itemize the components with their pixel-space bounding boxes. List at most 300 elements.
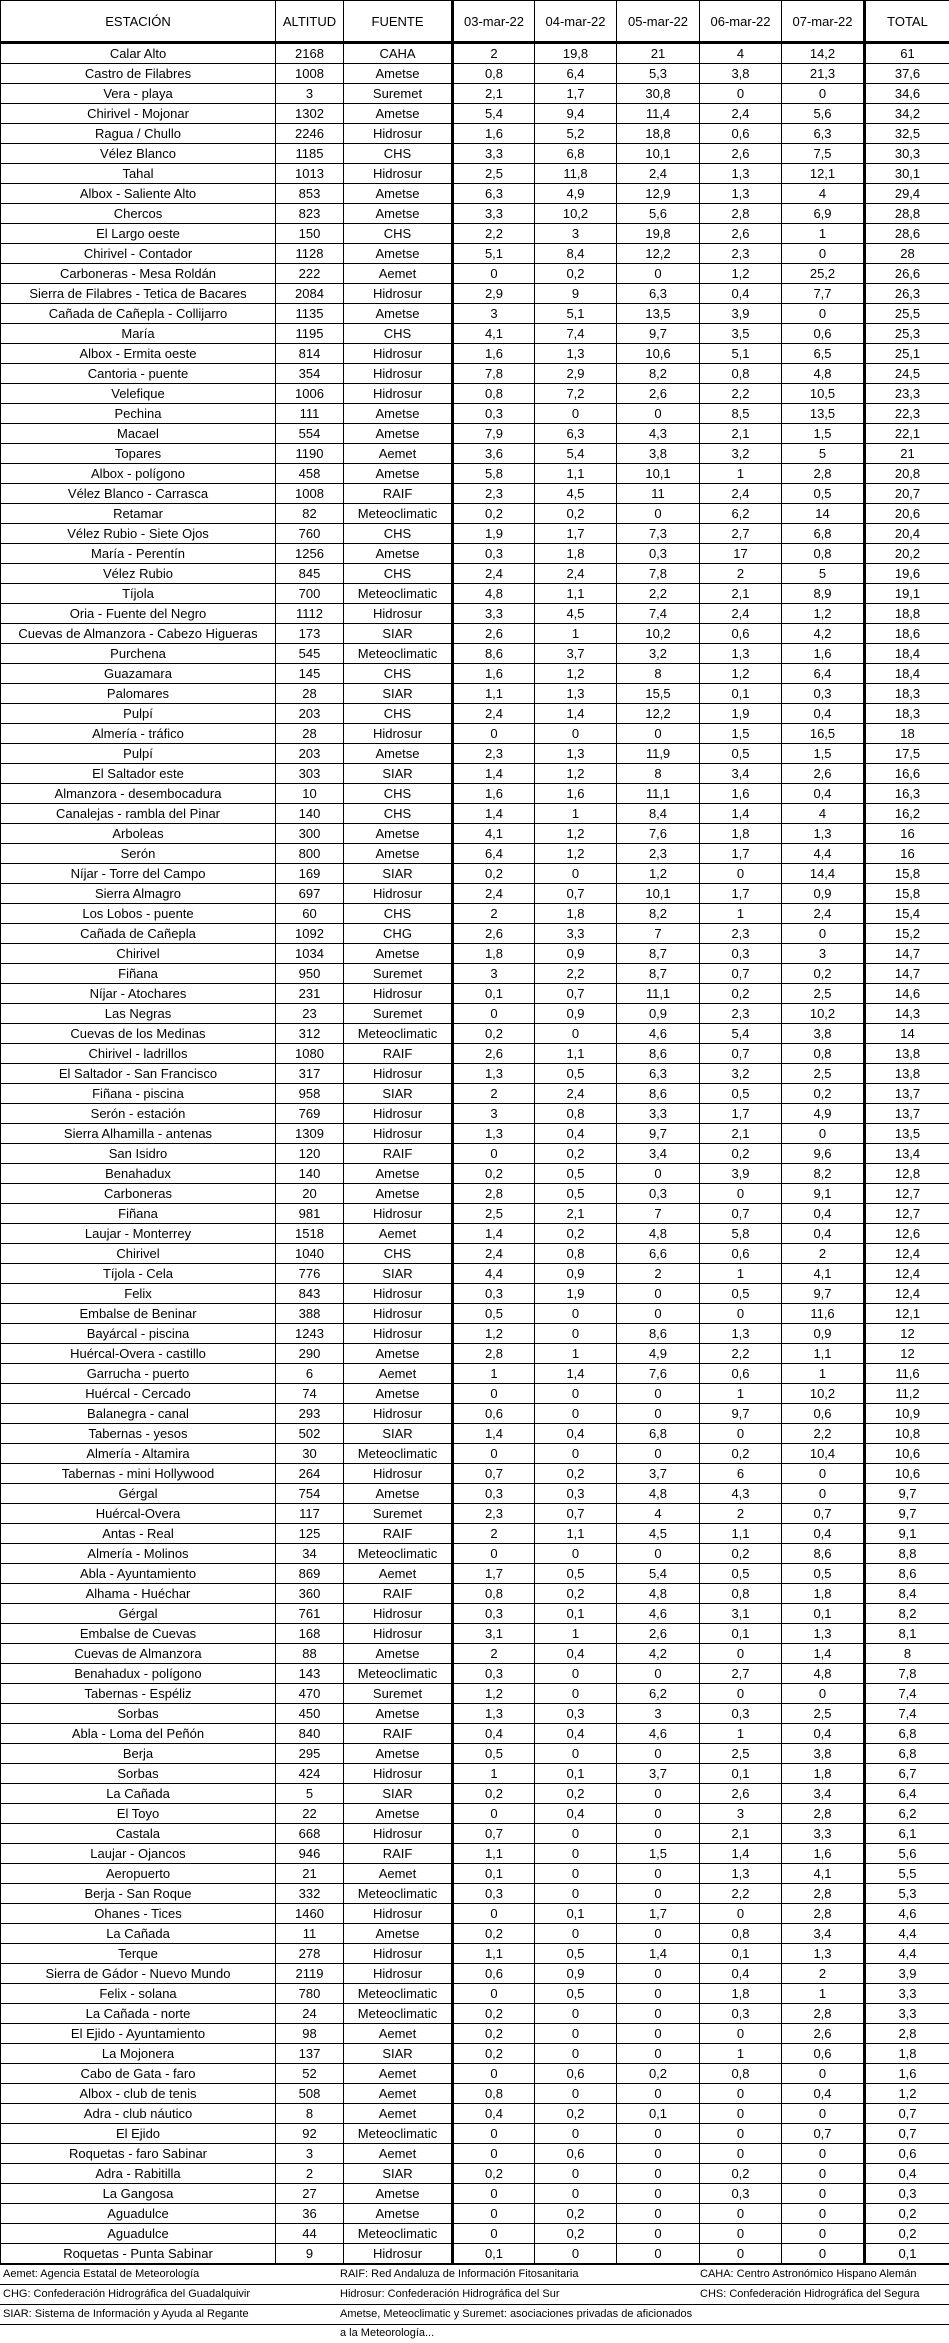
table-row <box>1 1524 949 1544</box>
cell-day-2: 0 <box>535 2184 617 2204</box>
cell-source: Aemet <box>344 2144 453 2164</box>
table-row <box>1 2004 949 2024</box>
cell-day-3: 0 <box>617 2044 700 2064</box>
cell-day-3: 2 <box>617 1264 700 1284</box>
cell-altitude: 143 <box>276 1664 344 1684</box>
table-row <box>1 1564 949 1584</box>
cell-day-4: 0,3 <box>700 2184 782 2204</box>
cell-day-1: 0,7 <box>453 1464 535 1484</box>
table-row <box>1 224 949 244</box>
cell-day-5: 4,1 <box>782 1864 865 1884</box>
cell-day-4: 0,1 <box>700 684 782 704</box>
cell-day-2: 1,3 <box>535 684 617 704</box>
cell-day-5: 4,8 <box>782 364 865 384</box>
cell-total: 0,2 <box>865 2204 949 2224</box>
cell-station: Sierra Almagro <box>1 884 276 904</box>
cell-altitude: 360 <box>276 1584 344 1604</box>
cell-day-5: 14 <box>782 504 865 524</box>
cell-altitude: 295 <box>276 1744 344 1764</box>
cell-day-2: 0,6 <box>535 2064 617 2084</box>
cell-day-5: 1,2 <box>782 604 865 624</box>
cell-source: Ametse <box>344 544 453 564</box>
cell-source: Hidrosur <box>344 1404 453 1424</box>
table-row <box>1 2184 949 2204</box>
cell-day-3: 0,1 <box>617 2104 700 2124</box>
table-row <box>1 1924 949 1944</box>
header-total: TOTAL <box>865 1 949 43</box>
cell-altitude: 697 <box>276 884 344 904</box>
cell-day-1: 1,1 <box>453 1844 535 1864</box>
cell-day-1: 0,8 <box>453 384 535 404</box>
table-row <box>1 984 949 1004</box>
cell-total: 0,7 <box>865 2104 949 2124</box>
cell-day-1: 1,6 <box>453 664 535 684</box>
cell-station: La Cañada <box>1 1924 276 1944</box>
cell-day-1: 0,3 <box>453 544 535 564</box>
cell-station: Berja <box>1 1744 276 1764</box>
cell-day-3: 10,1 <box>617 144 700 164</box>
cell-station: Chirivel - Mojonar <box>1 104 276 124</box>
cell-day-3: 12,9 <box>617 184 700 204</box>
table-row <box>1 1124 949 1144</box>
cell-day-1: 0 <box>453 1904 535 1924</box>
cell-altitude: 1080 <box>276 1044 344 1064</box>
table-row <box>1 284 949 304</box>
cell-day-2: 0,2 <box>535 1584 617 1604</box>
cell-altitude: 52 <box>276 2064 344 2084</box>
cell-day-4: 3,2 <box>700 444 782 464</box>
cell-altitude: 8 <box>276 2104 344 2124</box>
cell-day-3: 5,4 <box>617 1564 700 1584</box>
cell-total: 11,2 <box>865 1384 949 1404</box>
table-row <box>1 524 949 544</box>
cell-total: 10,9 <box>865 1404 949 1424</box>
cell-day-2: 0,5 <box>535 1164 617 1184</box>
cell-source: Hidrosur <box>344 1064 453 1084</box>
cell-station: Níjar - Torre del Campo <box>1 864 276 884</box>
cell-source: Aemet <box>344 1224 453 1244</box>
cell-station: El Toyo <box>1 1804 276 1824</box>
cell-station: Almería - Altamira <box>1 1444 276 1464</box>
cell-day-2: 3 <box>535 224 617 244</box>
table-row <box>1 1144 949 1164</box>
cell-source: Meteoclimatic <box>344 584 453 604</box>
cell-source: Hidrosur <box>344 124 453 144</box>
cell-day-3: 4,8 <box>617 1484 700 1504</box>
cell-day-1: 0,3 <box>453 1284 535 1304</box>
cell-total: 16,2 <box>865 804 949 824</box>
cell-total: 21 <box>865 444 949 464</box>
cell-day-3: 0 <box>617 2004 700 2024</box>
cell-day-4: 1,3 <box>700 184 782 204</box>
table-row <box>1 1624 949 1644</box>
table-row <box>1 2244 949 2264</box>
cell-total: 20,6 <box>865 504 949 524</box>
cell-station: Tabernas - yesos <box>1 1424 276 1444</box>
cell-source: Hidrosur <box>344 1124 453 1144</box>
cell-day-1: 0,2 <box>453 2004 535 2024</box>
cell-day-3: 7,8 <box>617 564 700 584</box>
cell-day-5: 1,8 <box>782 1764 865 1784</box>
cell-day-5: 4,2 <box>782 624 865 644</box>
cell-day-3: 6,3 <box>617 1064 700 1084</box>
cell-day-5: 1,5 <box>782 424 865 444</box>
cell-day-2: 1,7 <box>535 524 617 544</box>
cell-source: Hidrosur <box>344 984 453 1004</box>
cell-source: SIAR <box>344 684 453 704</box>
cell-day-1: 4,8 <box>453 584 535 604</box>
cell-total: 14,3 <box>865 1004 949 1024</box>
cell-station: Laujar - Monterrey <box>1 1224 276 1244</box>
cell-day-3: 1,7 <box>617 1904 700 1924</box>
cell-day-4: 0,3 <box>700 1704 782 1724</box>
cell-day-3: 4,8 <box>617 1224 700 1244</box>
cell-day-3: 8 <box>617 764 700 784</box>
table-row <box>1 1044 949 1064</box>
cell-source: Hidrosur <box>344 1204 453 1224</box>
cell-day-2: 0,3 <box>535 1484 617 1504</box>
cell-altitude: 1013 <box>276 164 344 184</box>
cell-day-4: 5,1 <box>700 344 782 364</box>
cell-altitude: 36 <box>276 2204 344 2224</box>
cell-day-3: 4,9 <box>617 1344 700 1364</box>
cell-day-2: 0,2 <box>535 264 617 284</box>
cell-altitude: 2168 <box>276 43 344 64</box>
cell-day-4: 0,7 <box>700 964 782 984</box>
cell-day-5: 9,1 <box>782 1184 865 1204</box>
cell-day-4: 0,8 <box>700 1924 782 1944</box>
cell-total: 0,1 <box>865 2244 949 2264</box>
cell-station: Vélez Blanco - Carrasca <box>1 484 276 504</box>
cell-day-5: 9,6 <box>782 1144 865 1164</box>
cell-station: Huércal - Cercado <box>1 1384 276 1404</box>
cell-day-2: 4,5 <box>535 484 617 504</box>
cell-altitude: 950 <box>276 964 344 984</box>
cell-day-1: 0 <box>453 264 535 284</box>
cell-total: 20,2 <box>865 544 949 564</box>
cell-day-4: 3,5 <box>700 324 782 344</box>
cell-station: Embalse de Cuevas <box>1 1624 276 1644</box>
cell-station: El Ejido <box>1 2124 276 2144</box>
cell-day-5: 0 <box>782 1124 865 1144</box>
cell-day-3: 4,6 <box>617 1604 700 1624</box>
cell-day-2: 0 <box>535 1824 617 1844</box>
cell-day-5: 4 <box>782 184 865 204</box>
cell-day-2: 6,8 <box>535 144 617 164</box>
cell-day-5: 0,8 <box>782 544 865 564</box>
cell-day-4: 9,7 <box>700 1404 782 1424</box>
cell-source: Ametse <box>344 184 453 204</box>
cell-day-2: 0 <box>535 1924 617 1944</box>
cell-day-5: 0,7 <box>782 1504 865 1524</box>
cell-total: 9,7 <box>865 1504 949 1524</box>
cell-day-1: 1,9 <box>453 524 535 544</box>
cell-station: Chirivel - Contador <box>1 244 276 264</box>
cell-day-1: 2,3 <box>453 744 535 764</box>
cell-day-1: 7,8 <box>453 364 535 384</box>
table-row <box>1 1944 949 1964</box>
cell-altitude: 6 <box>276 1364 344 1384</box>
table-row <box>1 124 949 144</box>
cell-day-5: 14,4 <box>782 864 865 884</box>
cell-station: Albox - Ermita oeste <box>1 344 276 364</box>
cell-source: Ametse <box>344 464 453 484</box>
cell-day-2: 1,4 <box>535 1364 617 1384</box>
cell-day-2: 0 <box>535 1324 617 1344</box>
cell-total: 8,6 <box>865 1564 949 1584</box>
cell-source: Ametse <box>344 2184 453 2204</box>
table-row <box>1 384 949 404</box>
table-row <box>1 904 949 924</box>
cell-day-1: 5,8 <box>453 464 535 484</box>
cell-day-5: 10,5 <box>782 384 865 404</box>
cell-total: 18,4 <box>865 644 949 664</box>
cell-day-4: 2,2 <box>700 1344 782 1364</box>
cell-source: Meteoclimatic <box>344 1984 453 2004</box>
cell-altitude: 761 <box>276 1604 344 1624</box>
cell-altitude: 60 <box>276 904 344 924</box>
cell-day-2: 0 <box>535 1444 617 1464</box>
table-row <box>1 2044 949 2064</box>
cell-day-5: 0 <box>782 2064 865 2084</box>
cell-day-3: 8,2 <box>617 364 700 384</box>
header-station: ESTACIÓN <box>1 1 276 43</box>
cell-day-4: 6 <box>700 1464 782 1484</box>
cell-total: 15,8 <box>865 884 949 904</box>
cell-day-1: 0 <box>453 2184 535 2204</box>
cell-altitude: 88 <box>276 1644 344 1664</box>
cell-source: Ametse <box>344 944 453 964</box>
cell-day-2: 0 <box>535 1024 617 1044</box>
cell-station: Sierra de Gádor - Nuevo Mundo <box>1 1964 276 1984</box>
cell-day-3: 8,6 <box>617 1044 700 1064</box>
cell-day-2: 0 <box>535 2164 617 2184</box>
cell-source: CHS <box>344 524 453 544</box>
table-row <box>1 1304 949 1324</box>
cell-day-3: 0 <box>617 2164 700 2184</box>
cell-altitude: 117 <box>276 1504 344 1524</box>
cell-total: 13,4 <box>865 1144 949 1164</box>
cell-altitude: 853 <box>276 184 344 204</box>
cell-day-1: 0,2 <box>453 864 535 884</box>
cell-day-1: 0,2 <box>453 1924 535 1944</box>
cell-altitude: 1190 <box>276 444 344 464</box>
cell-source: Meteoclimatic <box>344 1664 453 1684</box>
cell-day-3: 0 <box>617 1304 700 1324</box>
cell-source: SIAR <box>344 764 453 784</box>
cell-altitude: 11 <box>276 1924 344 1944</box>
cell-total: 19,1 <box>865 584 949 604</box>
cell-source: Ametse <box>344 304 453 324</box>
cell-station: Vera - playa <box>1 84 276 104</box>
cell-day-2: 0,9 <box>535 1264 617 1284</box>
cell-station: Benahadux - polígono <box>1 1664 276 1684</box>
cell-day-5: 2,8 <box>782 2004 865 2024</box>
cell-day-2: 0 <box>535 1664 617 1684</box>
cell-station: Pulpí <box>1 704 276 724</box>
cell-station: Albox - Saliente Alto <box>1 184 276 204</box>
cell-day-2: 0,4 <box>535 1424 617 1444</box>
cell-day-1: 0,5 <box>453 1304 535 1324</box>
cell-day-1: 0,4 <box>453 1724 535 1744</box>
header-day-4: 06-mar-22 <box>700 1 782 43</box>
cell-day-5: 1,5 <box>782 744 865 764</box>
cell-altitude: 1128 <box>276 244 344 264</box>
cell-day-3: 4 <box>617 1504 700 1524</box>
cell-source: RAIF <box>344 1524 453 1544</box>
cell-altitude: 74 <box>276 1384 344 1404</box>
cell-day-2: 6,4 <box>535 64 617 84</box>
cell-station: Chirivel - ladrillos <box>1 1044 276 1064</box>
cell-source: SIAR <box>344 1084 453 1104</box>
cell-day-4: 1,2 <box>700 664 782 684</box>
cell-total: 0,3 <box>865 2184 949 2204</box>
cell-day-2: 11,8 <box>535 164 617 184</box>
cell-source: Meteoclimatic <box>344 1884 453 1904</box>
table-row <box>1 404 949 424</box>
table-row <box>1 1744 949 1764</box>
cell-source: Hidrosur <box>344 1604 453 1624</box>
cell-day-1: 2,4 <box>453 564 535 584</box>
cell-day-4: 0 <box>700 2024 782 2044</box>
cell-total: 6,7 <box>865 1764 949 1784</box>
table-row <box>1 164 949 184</box>
cell-day-2: 0 <box>535 2044 617 2064</box>
table-row <box>1 2144 949 2164</box>
cell-day-3: 6,2 <box>617 1684 700 1704</box>
cell-total: 0,4 <box>865 2164 949 2184</box>
cell-source: Meteoclimatic <box>344 1544 453 1564</box>
cell-day-5: 0 <box>782 924 865 944</box>
cell-total: 13,8 <box>865 1064 949 1084</box>
cell-day-1: 6,4 <box>453 844 535 864</box>
table-row <box>1 1104 949 1124</box>
cell-total: 15,2 <box>865 924 949 944</box>
cell-day-5: 2 <box>782 1964 865 1984</box>
cell-day-5: 25,2 <box>782 264 865 284</box>
cell-day-1: 2,8 <box>453 1184 535 1204</box>
cell-station: Gérgal <box>1 1484 276 1504</box>
cell-day-4: 1 <box>700 904 782 924</box>
cell-station: Macael <box>1 424 276 444</box>
cell-source: Hidrosur <box>344 1464 453 1484</box>
legend-row <box>0 2265 949 2285</box>
cell-source: RAIF <box>344 484 453 504</box>
cell-total: 12,7 <box>865 1204 949 1224</box>
cell-day-2: 0,2 <box>535 2204 617 2224</box>
cell-station: Serón <box>1 844 276 864</box>
cell-source: CHS <box>344 664 453 684</box>
cell-day-3: 7,6 <box>617 1364 700 1384</box>
cell-total: 61 <box>865 43 949 64</box>
cell-day-2: 1,7 <box>535 84 617 104</box>
cell-day-3: 8,4 <box>617 804 700 824</box>
cell-day-3: 9,7 <box>617 324 700 344</box>
cell-station: Tíjola - Cela <box>1 1264 276 1284</box>
cell-day-5: 1,8 <box>782 1584 865 1604</box>
cell-day-2: 1,8 <box>535 904 617 924</box>
cell-source: Aemet <box>344 1364 453 1384</box>
cell-day-5: 14,2 <box>782 43 865 64</box>
cell-day-5: 3,4 <box>782 1784 865 1804</box>
cell-day-2: 19,8 <box>535 43 617 64</box>
table-row <box>1 584 949 604</box>
cell-altitude: 203 <box>276 744 344 764</box>
table-row <box>1 804 949 824</box>
cell-station: Albox - polígono <box>1 464 276 484</box>
cell-day-4: 2,6 <box>700 144 782 164</box>
cell-day-3: 0,3 <box>617 544 700 564</box>
cell-day-1: 0,8 <box>453 2084 535 2104</box>
table-row <box>1 1084 949 1104</box>
cell-altitude: 27 <box>276 2184 344 2204</box>
cell-station: Oria - Fuente del Negro <box>1 604 276 624</box>
cell-day-3: 10,1 <box>617 884 700 904</box>
cell-day-2: 1,3 <box>535 744 617 764</box>
cell-altitude: 545 <box>276 644 344 664</box>
cell-source: Aemet <box>344 444 453 464</box>
cell-total: 8,4 <box>865 1584 949 1604</box>
legend-item: Ametse, Meteoclimatic y Suremet: asociaciones privadas de aficionados a la Meteorología... <box>340 2305 700 2324</box>
cell-altitude: 22 <box>276 1804 344 1824</box>
cell-total: 10,8 <box>865 1424 949 1444</box>
cell-altitude: 290 <box>276 1344 344 1364</box>
cell-source: Hidrosur <box>344 1304 453 1324</box>
cell-total: 5,6 <box>865 1844 949 1864</box>
cell-day-1: 1,2 <box>453 1684 535 1704</box>
cell-source: Ametse <box>344 104 453 124</box>
table-row <box>1 624 949 644</box>
cell-day-5: 0 <box>782 2164 865 2184</box>
header-day-2: 04-mar-22 <box>535 1 617 43</box>
cell-altitude: 317 <box>276 1064 344 1084</box>
cell-day-1: 0,1 <box>453 1864 535 1884</box>
cell-altitude: 1092 <box>276 924 344 944</box>
cell-day-3: 8 <box>617 664 700 684</box>
table-row <box>1 304 949 324</box>
legend-item: CHS: Confederación Hidrográfica del Segura <box>700 2285 949 2304</box>
cell-day-3: 8,2 <box>617 904 700 924</box>
cell-day-5: 6,5 <box>782 344 865 364</box>
cell-altitude: 2 <box>276 2164 344 2184</box>
cell-station: Chirivel <box>1 1244 276 1264</box>
cell-day-1: 4,1 <box>453 824 535 844</box>
cell-altitude: 668 <box>276 1824 344 1844</box>
cell-total: 24,5 <box>865 364 949 384</box>
cell-day-3: 8,6 <box>617 1084 700 1104</box>
cell-source: Aemet <box>344 1564 453 1584</box>
cell-source: Hidrosur <box>344 1104 453 1124</box>
cell-altitude: 1518 <box>276 1224 344 1244</box>
cell-total: 3,9 <box>865 1964 949 1984</box>
cell-day-3: 3 <box>617 1704 700 1724</box>
cell-altitude: 1460 <box>276 1904 344 1924</box>
cell-total: 4,4 <box>865 1924 949 1944</box>
cell-total: 12,4 <box>865 1244 949 1264</box>
cell-source: Suremet <box>344 1684 453 1704</box>
cell-total: 14 <box>865 1024 949 1044</box>
cell-day-4: 1,7 <box>700 1104 782 1124</box>
cell-day-5: 3,3 <box>782 1824 865 1844</box>
table-row <box>1 2104 949 2124</box>
cell-day-3: 2,6 <box>617 1624 700 1644</box>
cell-day-4: 0,6 <box>700 1244 782 1264</box>
cell-day-3: 3,7 <box>617 1464 700 1484</box>
cell-day-5: 4,4 <box>782 844 865 864</box>
table-row <box>1 1204 949 1224</box>
table-row <box>1 1724 949 1744</box>
cell-total: 17,5 <box>865 744 949 764</box>
